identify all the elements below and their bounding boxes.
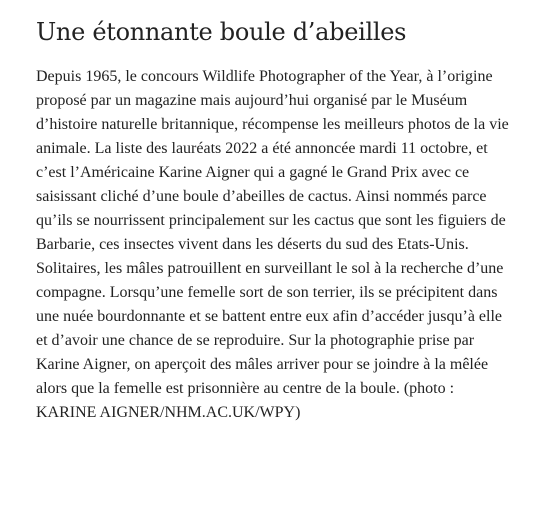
article-title: Une étonnante boule d’abeilles <box>36 18 407 46</box>
article <box>36 15 516 425</box>
article-body: Depuis 1965, le concours Wildlife Photographer of the Year, à l’origine proposé par un magazine mais aujourd’hui organisé par le Muséum d’histoire naturelle britannique, récompense les meilleurs photos de la vie animale. La liste des lauréats 2022 a été annoncée mardi 11 octobre, et c’est l’Américaine Karine Aigner qui a gagné le Grand Prix avec ce saisissant cliché d’une boule d’abeilles de cactus. Ainsi nommés parce qu’ils se nourrissent principalement sur les cactus que sont les figuiers de Barbarie, ces insectes vivent dans les déserts du sud des Etats-Unis. Solitaires, les mâles patrouillent en surveillant le sol à la recherche d’une compagne. Lorsqu’une femelle sort de son terrier, ils se précipitent dans une nuée bourdonnante et se battent entre eux afin d’accéder jusqu’à elle et d’avoir une chance de se reproduire. Sur la photographie prise par Karine Aigner, on aperçoit des mâles arriver pour se joindre à la mêlée alors que la femelle est prisonnière au centre de la boule. (photo : KARINE AIGNER/NHM.AC.UK/WPY) <box>36 68 509 421</box>
